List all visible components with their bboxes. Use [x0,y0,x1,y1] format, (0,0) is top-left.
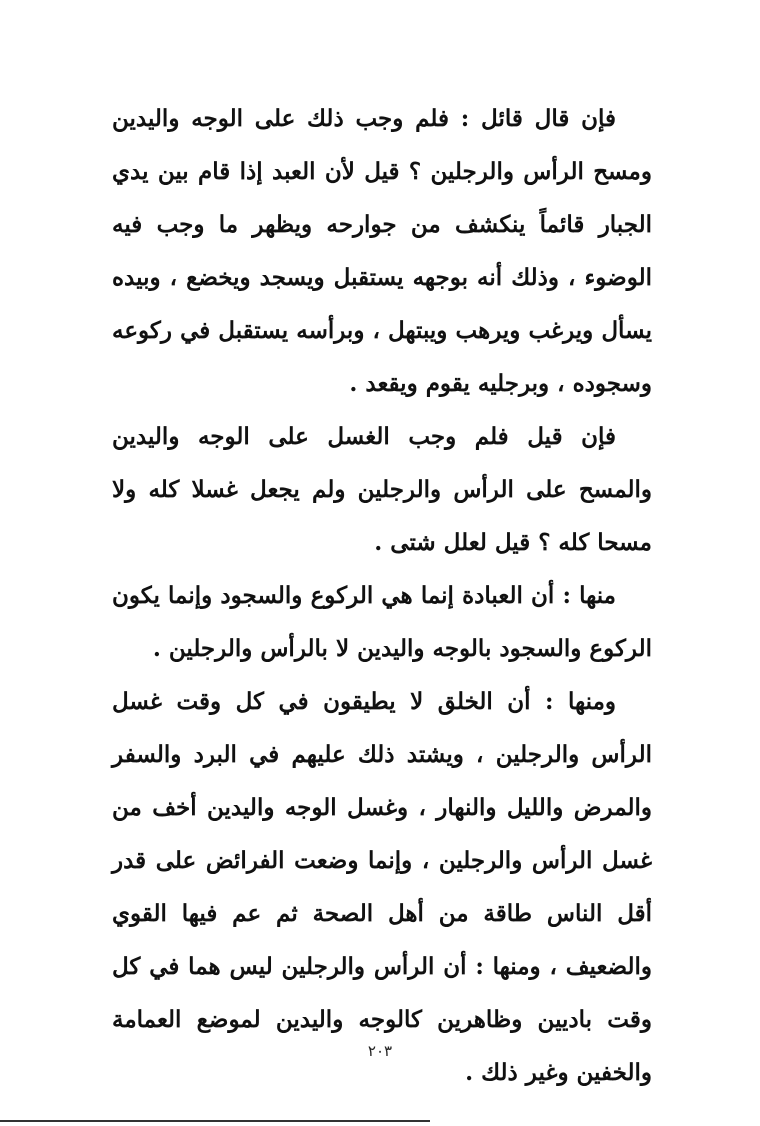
paragraph-2: فإن قيل فلم وجب الغسل على الوجه واليدين والمسح على الرأس والرجلين ولم يجعل غسلا كله ولا مسحا كله ؟ قيل لعلل شتى . [112,423,652,556]
page-number: ٢٠٣ [367,1042,393,1060]
paragraph-4: ومنها : أن الخلق لا يطيقون في كل وقت غسل الرأس والرجلين ، ويشتد ذلك عليهم في البرد والسفر والمرض والليل والنهار ، وغسل الوجه واليدين أخف من غسل الرأس والرجلين ، وإنما وضعت الفرائض على قدر أقل الناس طاقة من أهل الصحة ثم عم فيها القوي والضعيف ، ومنها : أن الرأس والرجلين ليس هما في كل وقت باديين وظاهرين كالوجه واليدين لموضع العمامة والخفين وغير ذلك . [112,688,652,1086]
paragraph-3: منها : أن العبادة إنما هي الركوع والسجود وإنما يكون الركوع والسجود بالوجه واليدين لا بالرأس والرجلين . [112,582,652,662]
bottom-rule [0,1120,430,1122]
body-text [112,92,652,1099]
paragraph-1: فإن قال قائل : فلم وجب ذلك على الوجه واليدين ومسح الرأس والرجلين ؟ قيل لأن العبد إذا قام بين يدي الجبار قائماً ينكشف من جوارحه ويظهر ما وجب فيه الوضوء ، وذلك أنه بوجهه يستقبل ويسجد ويخضع ، وبيده يسأل ويرغب ويرهب ويبتهل ، وبرأسه يستقبل في ركوعه وسجوده ، وبرجليه يقوم ويقعد . [112,105,652,397]
